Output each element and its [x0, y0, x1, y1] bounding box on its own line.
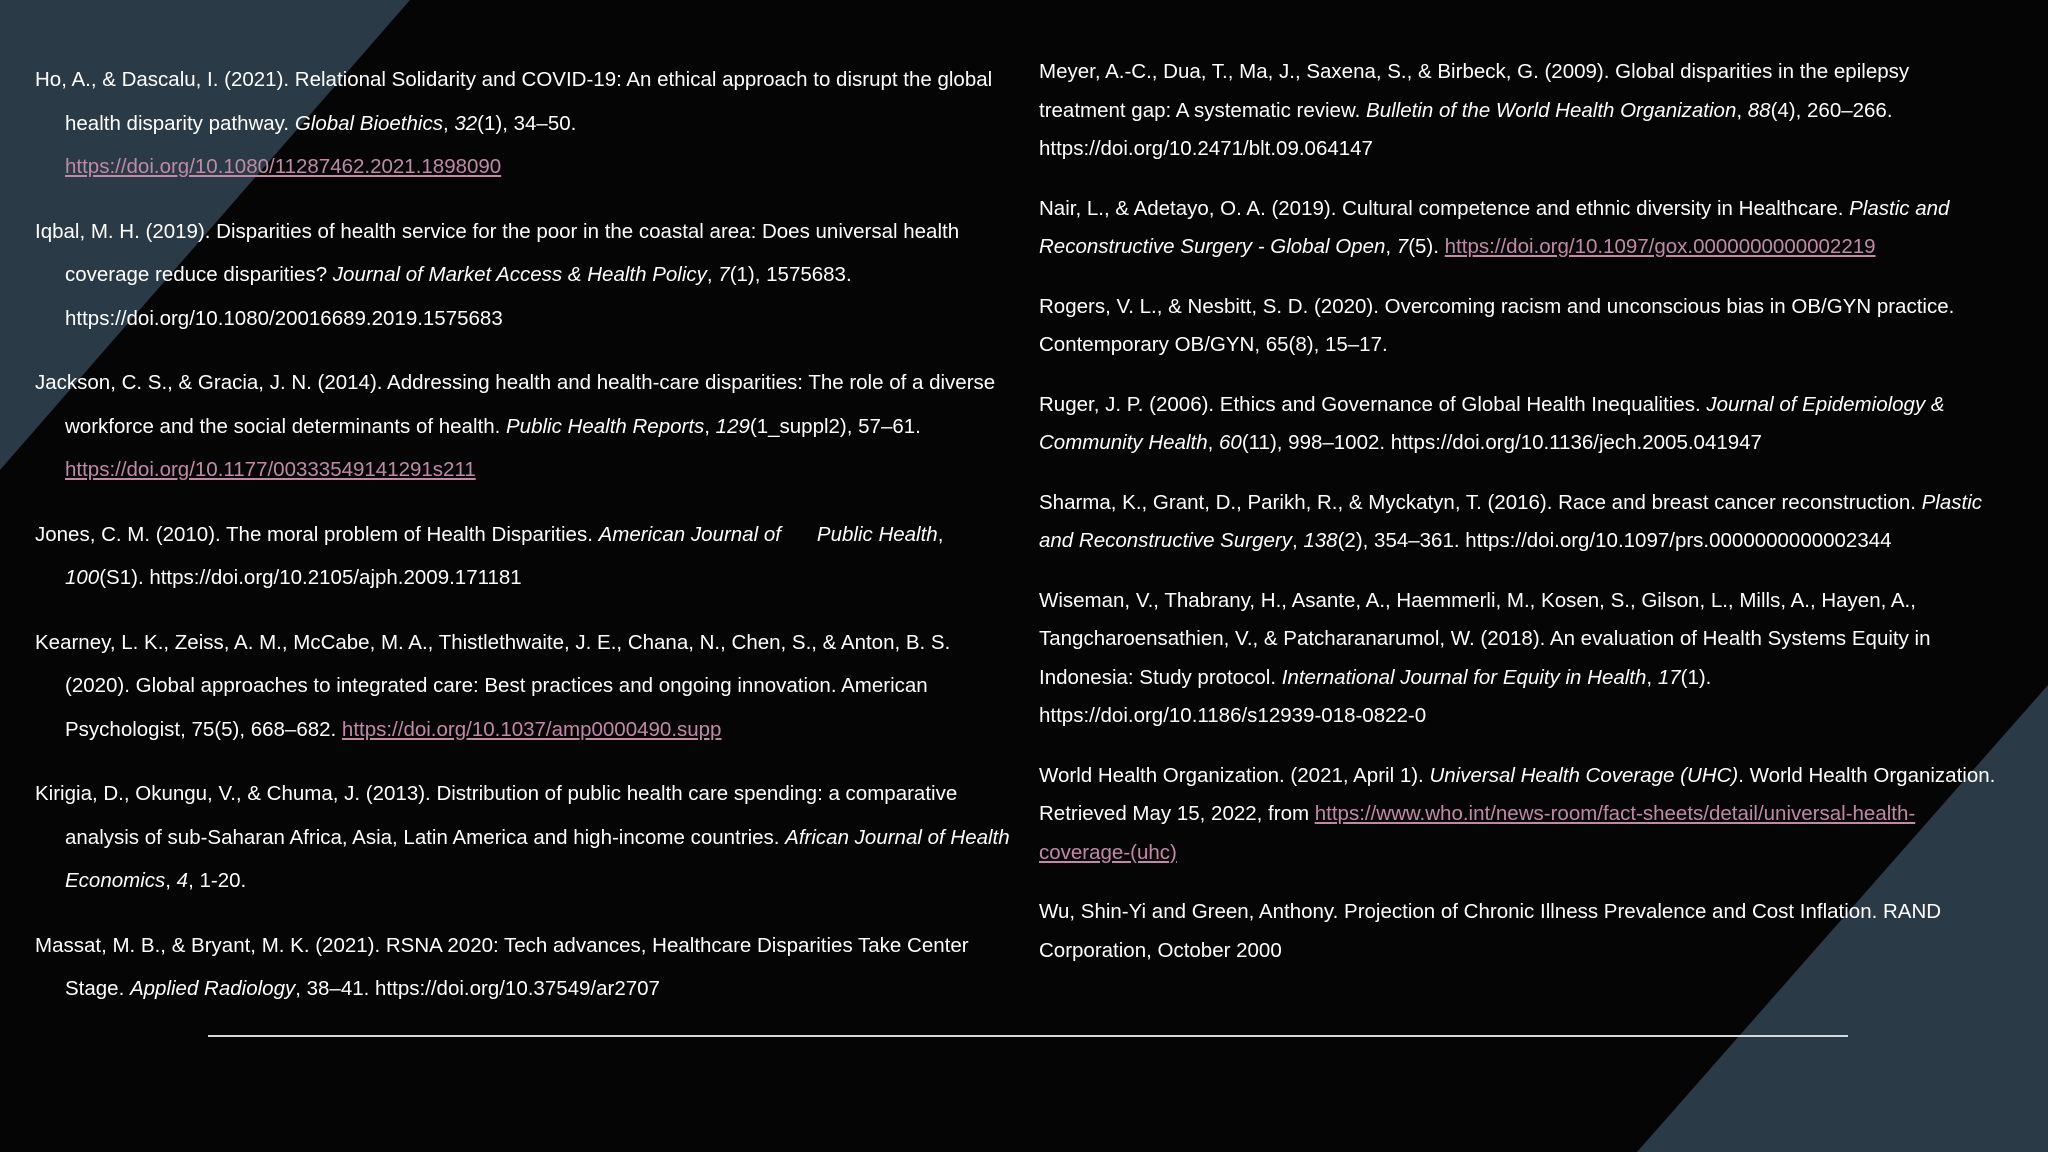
issue-doi: (S1). https://doi.org/10.2105/ajph.2009.171181	[99, 566, 522, 589]
volume: 100	[65, 566, 100, 589]
footer-divider-line	[208, 1035, 1848, 1037]
volume: 88	[1747, 98, 1771, 122]
volume: 7	[1396, 235, 1409, 258]
reference-kearney	[35, 621, 1015, 752]
doi-link[interactable]: https://doi.org/10.1097/gox.0000000000002219	[1444, 235, 1876, 258]
reference-meyer	[1039, 53, 1999, 169]
issue-pages-doi: (2), 354–361. https://doi.org/10.1097/prs.0000000000002344	[1337, 529, 1892, 552]
journal-title: Plastic and Reconstructive Surgery - Global Open	[1039, 196, 1950, 258]
separator: ,	[1207, 431, 1220, 454]
volume: 138	[1303, 529, 1338, 552]
document-title: Universal Health Coverage (UHC)	[1429, 763, 1739, 787]
reference-who	[1039, 757, 1999, 873]
pages: , 1-20.	[188, 869, 247, 892]
reference-text: Massat, M. B., & Bryant, M. K. (2021). RSNA 2020: Tech advances, Healthcare Disparities Take Center Stage.	[35, 933, 969, 1000]
journal-title: International Journal for Equity in Health	[1281, 665, 1647, 689]
reference-text: Meyer, A.-C., Dua, T., Ma, J., Saxena, S., & Birbeck, G. (2009). Global disparities in the epilepsy treatment gap: A systematic review.	[1039, 60, 1910, 122]
journal-title: Public Health Reports	[506, 414, 705, 438]
reference-text: Sharma, K., Grant, D., Parikh, R., & Myckatyn, T. (2016). Race and breast cancer reconstruction.	[1039, 490, 1922, 514]
volume: 4	[176, 869, 189, 892]
doi-link[interactable]: https://doi.org/10.1037/amp0000490.supp	[341, 717, 722, 741]
issue-pages-doi: (1), 1575683. https://doi.org/10.1080/20016689.2019.1575683	[65, 263, 852, 330]
reference-text: Wiseman, V., Thabrany, H., Asante, A., Haemmerli, M., Kosen, S., Gilson, L., Mills, A., Hayen, A., Tangcharoensathien, V., & Patcharanarumol, W. (2018). An evaluation of Health Systems Equity in Indonesia: Study protocol.	[1039, 588, 1931, 689]
journal-title: Plastic and Reconstructive Surgery	[1039, 490, 1983, 552]
journal-title-part-1: American Journal of	[598, 522, 781, 546]
reference-wiseman	[1039, 582, 1999, 736]
doi-link[interactable]: https://doi.org/10.1177/00333549141291s211	[65, 458, 476, 481]
doi-link[interactable]: https://doi.org/10.1080/11287462.2021.1898090	[65, 155, 502, 178]
reference-text: Kearney, L. K., Zeiss, A. M., McCabe, M. A., Thistlethwaite, J. E., Chana, N., Chen, S., & Anton, B. S. (2020). Global approaches to integrated care: Best practices and ongoing innovation. American Psychologist, 75(5), 668–682.	[35, 630, 951, 741]
volume: 60	[1219, 431, 1242, 454]
journal-title: Journal of Epidemiology & Community Health	[1039, 392, 1945, 454]
reference-text: Nair, L., & Adetayo, O. A. (2019). Cultural competence and ethnic diversity in Healthcare.	[1039, 196, 1850, 220]
separator: ,	[1646, 665, 1658, 689]
volume: 7	[718, 263, 730, 286]
reference-jackson-gracia	[35, 361, 1015, 492]
reference-kirigia	[35, 772, 1015, 903]
separator: ,	[937, 522, 944, 546]
volume: 32	[454, 111, 478, 135]
reference-jones	[35, 513, 1015, 600]
separator: ,	[442, 111, 455, 135]
journal-title: Applied Radiology	[129, 977, 296, 1000]
separator: ,	[1385, 235, 1397, 258]
reference-text: Iqbal, M. H. (2019). Disparities of health service for the poor in the coastal area: Does universal health coverage reduce disparities?	[35, 219, 960, 286]
reference-text: Rogers, V. L., & Nesbitt, S. D. (2020). Overcoming racism and unconscious bias in OB/GYN practice. Contemporary OB/GYN, 65(8), 15–17.	[1039, 294, 1955, 356]
separator: ,	[704, 414, 716, 438]
issue-pages: (1), 34–50.	[477, 111, 577, 135]
who-url-link[interactable]: https://www.who.int/news-room/fact-sheets/detail/universal-health-coverage-(uhc)	[1039, 802, 1916, 864]
references-right-column	[1039, 53, 1999, 991]
references-left-column	[35, 58, 1015, 1032]
volume: 17	[1657, 665, 1681, 689]
reference-text: Kirigia, D., Okungu, V., & Chuma, J. (2013). Distribution of public health care spending: a comparative analysis of sub-Saharan Africa, Asia, Latin America and high-income countries.	[35, 782, 958, 849]
issue-pages-doi: (11), 998–1002. https://doi.org/10.1136/jech.2005.041947	[1241, 431, 1762, 454]
reference-text: Jackson, C. S., & Gracia, J. N. (2014). Addressing health and health-care disparities: The role of a diverse workforce and the social determinants of health.	[35, 371, 996, 438]
pages-doi: , 38–41. https://doi.org/10.37549/ar2707	[295, 977, 660, 1000]
journal-title: Journal of Market Access & Health Policy	[332, 263, 707, 286]
journal-title: Global Bioethics	[294, 111, 443, 135]
reference-text: Ho, A., & Dascalu, I. (2021). Relational Solidarity and COVID-19: An ethical approach to disrupt the global health disparity pathway.	[35, 68, 993, 135]
reference-text: Jones, C. M. (2010). The moral problem of Health Disparities.	[35, 522, 599, 546]
reference-sharma	[1039, 484, 1999, 561]
reference-iqbal	[35, 210, 1015, 341]
journal-title: African Journal of Health Economics	[65, 825, 1010, 892]
issue-pages: (1_suppl2), 57–61.	[749, 414, 921, 438]
volume: 129	[715, 414, 750, 438]
issue: (5).	[1408, 235, 1445, 258]
reference-nair-adetayo	[1039, 190, 1999, 267]
reference-text: World Health Organization. (2021, April 1).	[1039, 763, 1430, 787]
reference-text: Wu, Shin-Yi and Green, Anthony. Projection of Chronic Illness Prevalence and Cost Inflation. RAND Corporation, October 2000	[1039, 900, 1942, 962]
separator: ,	[1736, 98, 1748, 122]
issue-pages-doi: (4), 260–266. https://doi.org/10.2471/blt.09.064147	[1039, 98, 1893, 160]
separator: ,	[1291, 529, 1304, 552]
separator: ,	[165, 869, 177, 892]
publisher-retrieved: . World Health Organization. Retrieved May 15, 2022, from	[1039, 763, 1996, 825]
reference-text: Ruger, J. P. (2006). Ethics and Governance of Global Health Inequalities.	[1039, 392, 1707, 416]
reference-rogers-nesbitt	[1039, 288, 1999, 365]
journal-title: Bulletin of the World Health Organization	[1366, 98, 1737, 122]
reference-massat-bryant	[35, 924, 1015, 1011]
issue-doi: (1). https://doi.org/10.1186/s12939-018-0822-0	[1039, 665, 1712, 727]
reference-ho-dascalu	[35, 58, 1015, 189]
separator: ,	[706, 263, 719, 286]
reference-ruger	[1039, 386, 1999, 463]
reference-wu-green	[1039, 893, 1999, 970]
journal-title-part-2: Public Health	[816, 522, 938, 546]
